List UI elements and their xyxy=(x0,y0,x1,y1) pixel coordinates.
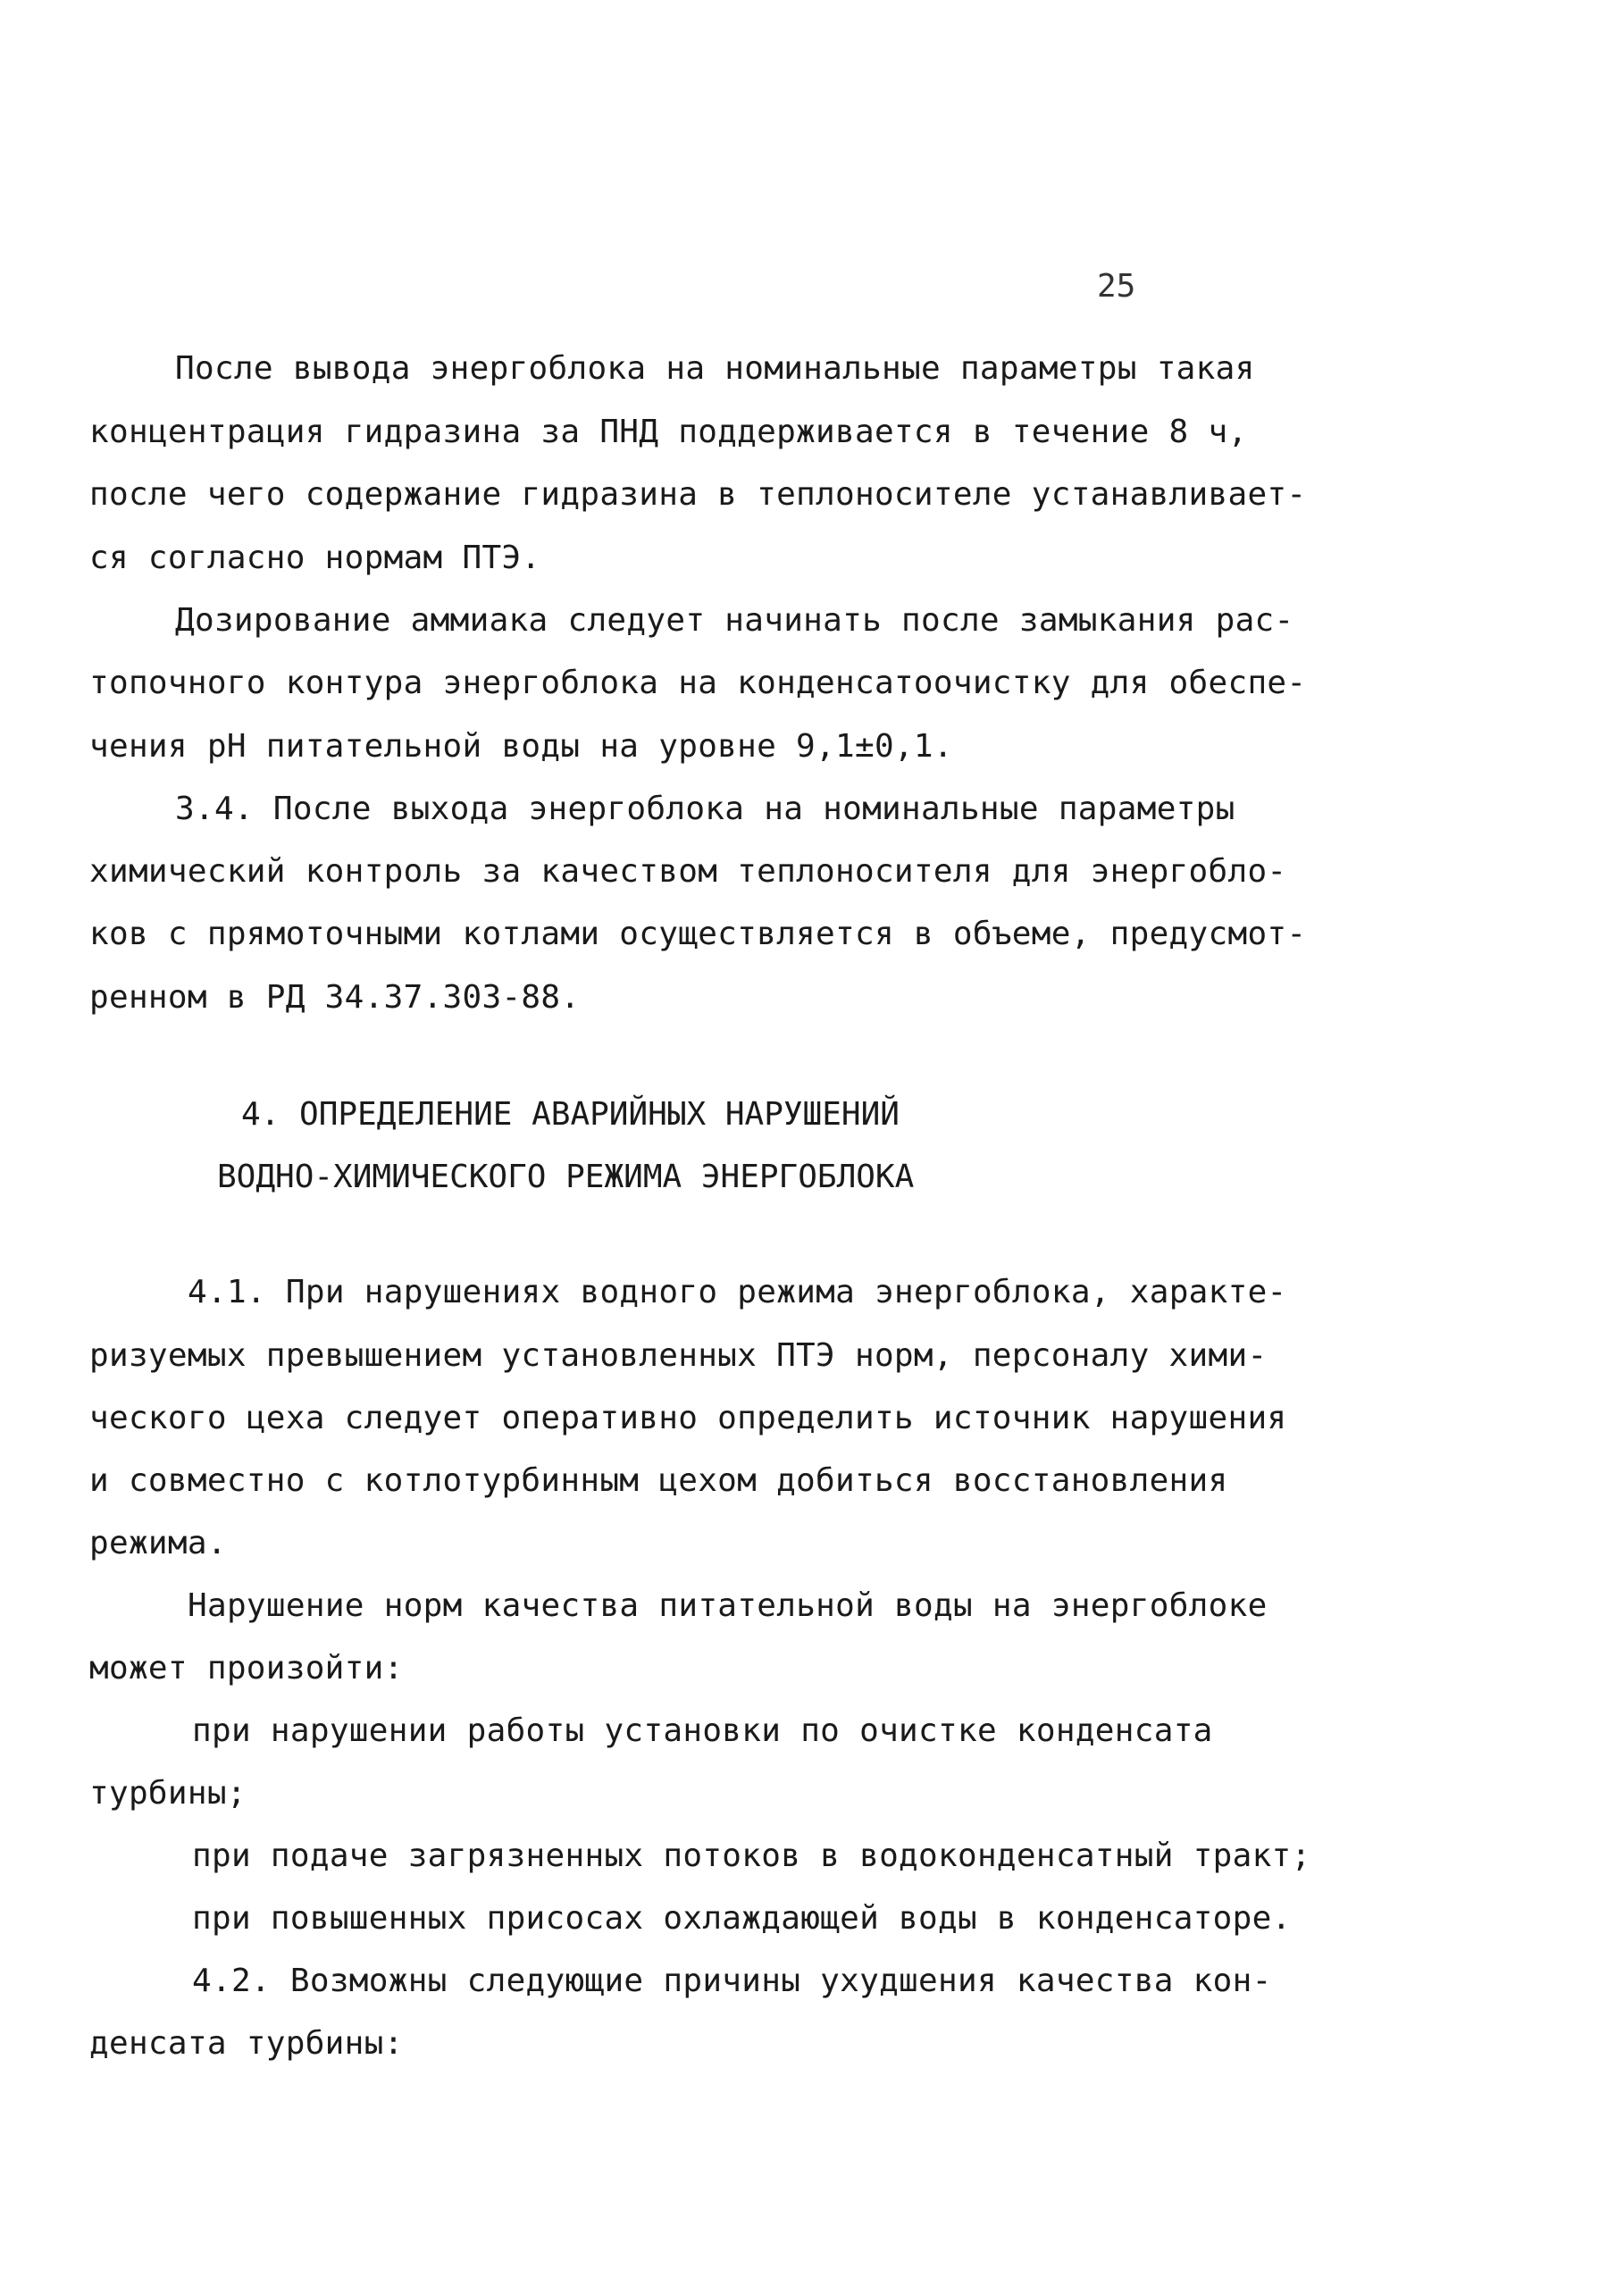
body-line: режима. xyxy=(89,1525,227,1561)
body-line: ческого цеха следует оперативно определить источник нарушения xyxy=(89,1400,1287,1436)
body-line: может произойти: xyxy=(89,1650,404,1687)
body-line: Дозирование аммиака следует начинать после замыкания рас- xyxy=(175,602,1294,639)
body-line: денсата турбины: xyxy=(89,2025,404,2062)
body-line: ренном в РД 34.37.303-88. xyxy=(89,979,581,1016)
section-heading: 4. ОПРЕДЕЛЕНИЕ АВАРИЙНЫХ НАРУШЕНИЙ xyxy=(241,1096,900,1133)
body-line: ся согласно нормам ПТЭ. xyxy=(89,540,541,576)
body-line: при подаче загрязненных потоков в водоконденсатный тракт; xyxy=(192,1838,1311,1874)
body-line: турбины; xyxy=(89,1775,247,1812)
body-line: при повышенных присосах охлаждающей воды в конденсаторе. xyxy=(192,1900,1292,1937)
body-line: при нарушении работы установки по очистке конденсата xyxy=(192,1712,1213,1749)
body-line: 4.1. При нарушениях водного режима энергоблока, характе- xyxy=(188,1274,1287,1310)
body-line: 4.2. Возможны следующие причины ухудшения качества кон- xyxy=(192,1963,1272,1999)
body-line: Нарушение норм качества питательной воды на энергоблоке xyxy=(188,1587,1268,1624)
body-line: концентрация гидразина за ПНД поддерживается в течение 8 ч, xyxy=(89,414,1248,450)
body-line: и совместно с котлотурбинным цехом добиться восстановления xyxy=(89,1462,1228,1499)
body-line: химический контроль за качеством теплоносителя для энергобло- xyxy=(89,853,1287,890)
section-heading: ВОДНО-ХИМИЧЕСКОГО РЕЖИМА ЭНЕРГОБЛОКА xyxy=(217,1159,915,1195)
body-line: 3.4. После выхода энергоблока на номинальные параметры xyxy=(175,791,1235,827)
body-line: ризуемых превышением установленных ПТЭ норм, персоналу хими- xyxy=(89,1337,1268,1374)
body-line: ков с прямоточными котлами осуществляется в объеме, предусмот- xyxy=(89,916,1307,952)
body-line: чения рН питательной воды на уровне 9,1±0,1. xyxy=(89,728,953,765)
body-line: После вывода энергоблока на номинальные параметры такая xyxy=(175,350,1255,387)
body-line: после чего содержание гидразина в теплоносителе устанавливает- xyxy=(89,476,1307,513)
body-line: топочного контура энергоблока на конденсатоочистку для обеспе- xyxy=(89,665,1307,701)
page-number: 25 xyxy=(1097,268,1136,305)
